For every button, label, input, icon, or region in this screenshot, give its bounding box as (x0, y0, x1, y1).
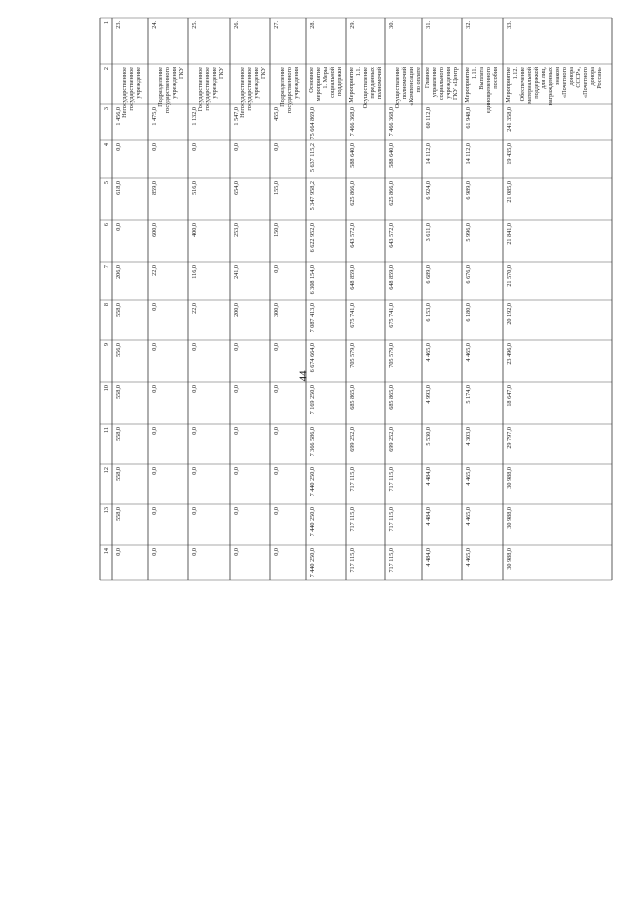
row-number: 26. (233, 21, 240, 29)
value-cell: 717 115,0 (349, 467, 356, 492)
value-cell: 30 988,0 (506, 467, 513, 489)
value-cell: 455,0 (273, 107, 280, 121)
value-cell: 0,0 (151, 385, 158, 393)
row-name: «Почетного (561, 67, 568, 98)
row-name: награжденных (547, 67, 554, 106)
table-body (100, 18, 612, 580)
header-cell: 3 (103, 107, 110, 111)
value-cell: 625 866,0 (388, 181, 395, 206)
value-cell: 654,0 (233, 181, 240, 195)
row-name: Подразделение (157, 67, 164, 107)
row-name: знаком (554, 67, 561, 86)
value-cell: 5 174,0 (465, 385, 472, 404)
row-name: учреждения (293, 67, 300, 99)
row-name: Государственное (197, 67, 204, 112)
row-name: единовременного (485, 67, 492, 114)
row-name: 1.12. (512, 67, 519, 80)
value-cell: 516,0 (191, 181, 198, 195)
row-number: 33. (506, 21, 513, 29)
row-name: материальной (526, 67, 533, 104)
row-name: полномочий (376, 67, 383, 100)
value-cell: 7 440 250,0 (309, 548, 316, 578)
value-cell: 7 440 250,0 (309, 507, 316, 537)
row-name: Главное (424, 67, 431, 89)
row-name: 1. Меры (322, 67, 329, 89)
row-number: 23. (115, 21, 122, 29)
value-cell: 4 465,0 (425, 343, 432, 362)
value-cell: 4 303,0 (465, 427, 472, 446)
value-cell: 19 435,0 (506, 143, 513, 165)
value-cell: 7 440 250,0 (309, 467, 316, 497)
row-name: государственное (246, 67, 253, 111)
row-name: «Компенсации (408, 67, 415, 106)
row-name: учреждения (171, 67, 178, 99)
row-name: поддержки (336, 67, 343, 96)
value-cell: 14 112,0 (425, 143, 432, 165)
value-cell: 0,0 (273, 265, 280, 273)
value-cell: 0,0 (233, 548, 240, 556)
row-name: Обеспечение (519, 67, 526, 102)
value-cell: 6 676,0 (465, 265, 472, 284)
row-name: ГКУ (218, 67, 225, 79)
value-cell: 20 192,0 (506, 303, 513, 325)
value-cell: 0,0 (191, 467, 198, 475)
value-cell: 155,0 (273, 181, 280, 195)
value-cell: 7 466 368,0 (388, 107, 395, 137)
value-cell: 150,0 (273, 223, 280, 237)
value-cell: 0,0 (191, 343, 198, 351)
row-name: Мероприятие (505, 67, 512, 103)
value-cell: 0,0 (233, 427, 240, 435)
value-cell: 18 647,0 (506, 385, 513, 407)
row-name: учреждение (253, 67, 260, 99)
value-cell: 6 153,0 (425, 303, 432, 322)
row-name: 1.11. (471, 67, 478, 80)
value-cell: 7 466 368,0 (349, 107, 356, 137)
value-cell: 6 924,0 (425, 181, 432, 200)
row-name: Негосударственное (121, 67, 128, 118)
value-cell: 0,0 (273, 548, 280, 556)
value-cell: 5 347 958,2 (309, 181, 316, 211)
row-number: 28. (309, 21, 316, 29)
row-name: донора (568, 67, 575, 86)
row-name: СССР», (575, 67, 582, 88)
value-cell: 61 948,0 (465, 107, 472, 129)
value-cell: 558,0 (115, 385, 122, 399)
value-cell: 5 996,0 (465, 223, 472, 242)
value-cell: 6 308 154,0 (309, 265, 316, 295)
value-cell: 4 484,0 (425, 548, 432, 567)
value-cell: 648 859,0 (349, 265, 356, 290)
value-cell: 0,0 (233, 467, 240, 475)
value-cell: 6 689,0 (425, 265, 432, 284)
value-cell: 6 674 664,0 (309, 343, 316, 373)
row-name: Осуществление (362, 67, 369, 109)
value-cell: 0,0 (233, 143, 240, 151)
value-cell: 1 547,0 (233, 107, 240, 126)
value-cell: 0,0 (273, 385, 280, 393)
row-name: России» (596, 67, 603, 89)
value-cell: 556,0 (115, 343, 122, 357)
row-name: «Почетного (582, 67, 589, 98)
value-cell: 699 252,0 (349, 427, 356, 452)
value-cell: 600,0 (151, 223, 158, 237)
header-cell: 10 (103, 385, 110, 392)
value-cell: 300,0 (273, 303, 280, 317)
value-cell: 0,0 (115, 143, 122, 151)
value-cell: 0,0 (273, 507, 280, 515)
value-cell: 717 115,0 (388, 467, 395, 492)
row-name: Мероприятие (464, 67, 471, 103)
value-cell: 588 640,0 (388, 143, 395, 168)
row-number: 30. (388, 21, 395, 29)
value-cell: 0,0 (151, 507, 158, 515)
value-cell: 22,0 (191, 303, 198, 314)
value-cell: 6 622 952,0 (309, 223, 316, 253)
row-name: Подразделение (279, 67, 286, 107)
value-cell: 0,0 (151, 143, 158, 151)
value-cell: 0,0 (273, 467, 280, 475)
value-cell: 4 465,0 (465, 507, 472, 526)
value-cell: 0,0 (273, 143, 280, 151)
value-cell: 400,0 (191, 223, 198, 237)
value-cell: 241 358,0 (506, 107, 513, 132)
header-cell: 12 (103, 467, 110, 474)
value-cell: 4 484,0 (425, 507, 432, 526)
value-cell: 60 112,0 (425, 107, 432, 129)
value-cell: 5 530,0 (425, 427, 432, 446)
row-number: 29. (349, 21, 356, 29)
value-cell: 717 115,0 (349, 507, 356, 532)
row-name: Основное (308, 67, 315, 93)
value-cell: 0,0 (151, 548, 158, 556)
value-cell: 22,0 (151, 265, 158, 276)
row-name: социальной (329, 67, 336, 98)
row-name: донора (589, 67, 596, 86)
row-name: для лиц, (540, 67, 547, 89)
value-cell: 1 456,0 (115, 107, 122, 126)
value-cell: 4 465,0 (465, 467, 472, 486)
page-number: 44 (297, 370, 310, 382)
value-cell: 1 132,0 (191, 107, 198, 126)
header-cell: 14 (103, 548, 110, 555)
value-cell: 23 496,0 (506, 343, 513, 365)
row-number: 32. (465, 21, 472, 29)
value-cell: 200,0 (233, 303, 240, 317)
header-cell: 4 (103, 143, 110, 147)
value-cell: 717 115,0 (388, 548, 395, 573)
value-cell: 3 611,0 (425, 223, 432, 242)
value-cell: 625 866,0 (349, 181, 356, 206)
value-cell: 30 988,0 (506, 507, 513, 529)
value-cell: 685 865,0 (388, 385, 395, 410)
value-cell: 717 115,0 (388, 507, 395, 532)
value-cell: 717 115,0 (349, 548, 356, 573)
value-cell: 0,0 (191, 507, 198, 515)
value-cell: 7 169 250,0 (309, 385, 316, 415)
value-cell: 0,0 (115, 223, 122, 231)
row-name: учреждения (445, 67, 452, 99)
value-cell: 14 112,0 (465, 143, 472, 165)
value-cell: 1 475,0 (151, 107, 158, 126)
value-cell: 588 640,0 (349, 143, 356, 168)
value-cell: 0,0 (191, 427, 198, 435)
value-cell: 6 989,0 (465, 181, 472, 200)
row-name: полномочий (401, 67, 408, 100)
value-cell: 643 572,0 (388, 223, 395, 248)
value-cell: 859,0 (151, 181, 158, 195)
value-cell: 4 465,0 (465, 343, 472, 362)
value-cell: 206,0 (115, 265, 122, 279)
value-cell: 0,0 (233, 507, 240, 515)
row-name: государственное (204, 67, 211, 111)
header-cell: 8 (103, 303, 110, 307)
value-cell: 558,0 (115, 507, 122, 521)
value-cell: 0,0 (233, 385, 240, 393)
row-name: мероприятие (315, 67, 322, 102)
row-name: Негосударственное (239, 67, 246, 118)
value-cell: 0,0 (191, 385, 198, 393)
header-cell: 2 (103, 67, 110, 71)
row-name: социального (438, 67, 445, 101)
value-cell: 558,0 (115, 467, 122, 481)
row-name: государственного (286, 67, 293, 114)
value-cell: 0,0 (151, 303, 158, 311)
row-number: 25. (191, 21, 198, 29)
row-name: по оплате (415, 67, 422, 93)
header-cell: 7 (103, 265, 110, 269)
header-cell: 13 (103, 507, 110, 514)
value-cell: 0,0 (191, 143, 198, 151)
row-name: ГКУ «Центр (452, 67, 459, 101)
value-cell: 675 741,0 (349, 303, 356, 328)
value-cell: 699 252,0 (388, 427, 395, 452)
value-cell: 558,0 (115, 427, 122, 441)
value-cell: 253,0 (233, 223, 240, 237)
row-name: управление (431, 67, 438, 98)
value-cell: 5 637 115,2 (309, 143, 316, 173)
value-cell: 648 859,0 (388, 265, 395, 290)
value-cell: 4 465,0 (465, 548, 472, 567)
header-cell: 11 (103, 427, 110, 433)
value-cell: 705 579,0 (388, 343, 395, 368)
value-cell: 0,0 (191, 548, 198, 556)
row-name: поддержкой (533, 67, 540, 99)
value-cell: 0,0 (273, 427, 280, 435)
value-cell: 0,0 (151, 467, 158, 475)
header-cell: 9 (103, 343, 110, 347)
row-name: Осуществление (394, 67, 401, 109)
header-cell: 5 (103, 181, 110, 185)
value-cell: 643 572,0 (349, 223, 356, 248)
row-name: пособия (492, 67, 499, 89)
row-name: учреждение (211, 67, 218, 99)
value-cell: 75 664 869,0 (309, 107, 316, 140)
value-cell: 6 180,0 (465, 303, 472, 322)
header-cell: 6 (103, 223, 110, 227)
value-cell: 30 988,0 (506, 548, 513, 570)
value-cell: 7 366 586,0 (309, 427, 316, 457)
value-cell: 7 087 413,0 (309, 303, 316, 333)
row-name: учреждение (135, 67, 142, 99)
row-name: ГКУ (178, 67, 185, 79)
row-name: ГКУ (260, 67, 267, 79)
value-cell: 4 484,0 (425, 467, 432, 486)
row-name: 1.1. (355, 67, 362, 77)
header-cell: 1 (103, 21, 110, 25)
row-name: государственное (128, 67, 135, 111)
value-cell: 116,0 (191, 265, 198, 279)
value-cell: 21 570,0 (506, 265, 513, 287)
row-name: Мероприятие (348, 67, 355, 103)
value-cell: 29 797,0 (506, 427, 513, 449)
value-cell: 4 993,0 (425, 385, 432, 404)
value-cell: 21 085,0 (506, 181, 513, 203)
value-cell: 0,0 (151, 343, 158, 351)
row-number: 24. (151, 21, 158, 29)
value-cell: 241,0 (233, 265, 240, 279)
value-cell: 558,0 (115, 303, 122, 317)
row-name: Выплата (478, 67, 485, 90)
value-cell: 21 841,0 (506, 223, 513, 245)
value-cell: 618,0 (115, 181, 122, 195)
value-cell: 0,0 (115, 548, 122, 556)
row-name: государственного (164, 67, 171, 114)
row-number: 31. (425, 21, 432, 29)
value-cell: 685 865,0 (349, 385, 356, 410)
value-cell: 0,0 (233, 343, 240, 351)
value-cell: 675 741,0 (388, 303, 395, 328)
value-cell: 0,0 (273, 343, 280, 351)
value-cell: 705 579,0 (349, 343, 356, 368)
value-cell: 0,0 (151, 427, 158, 435)
row-name: переданных (369, 67, 376, 99)
row-number: 27. (273, 21, 280, 29)
